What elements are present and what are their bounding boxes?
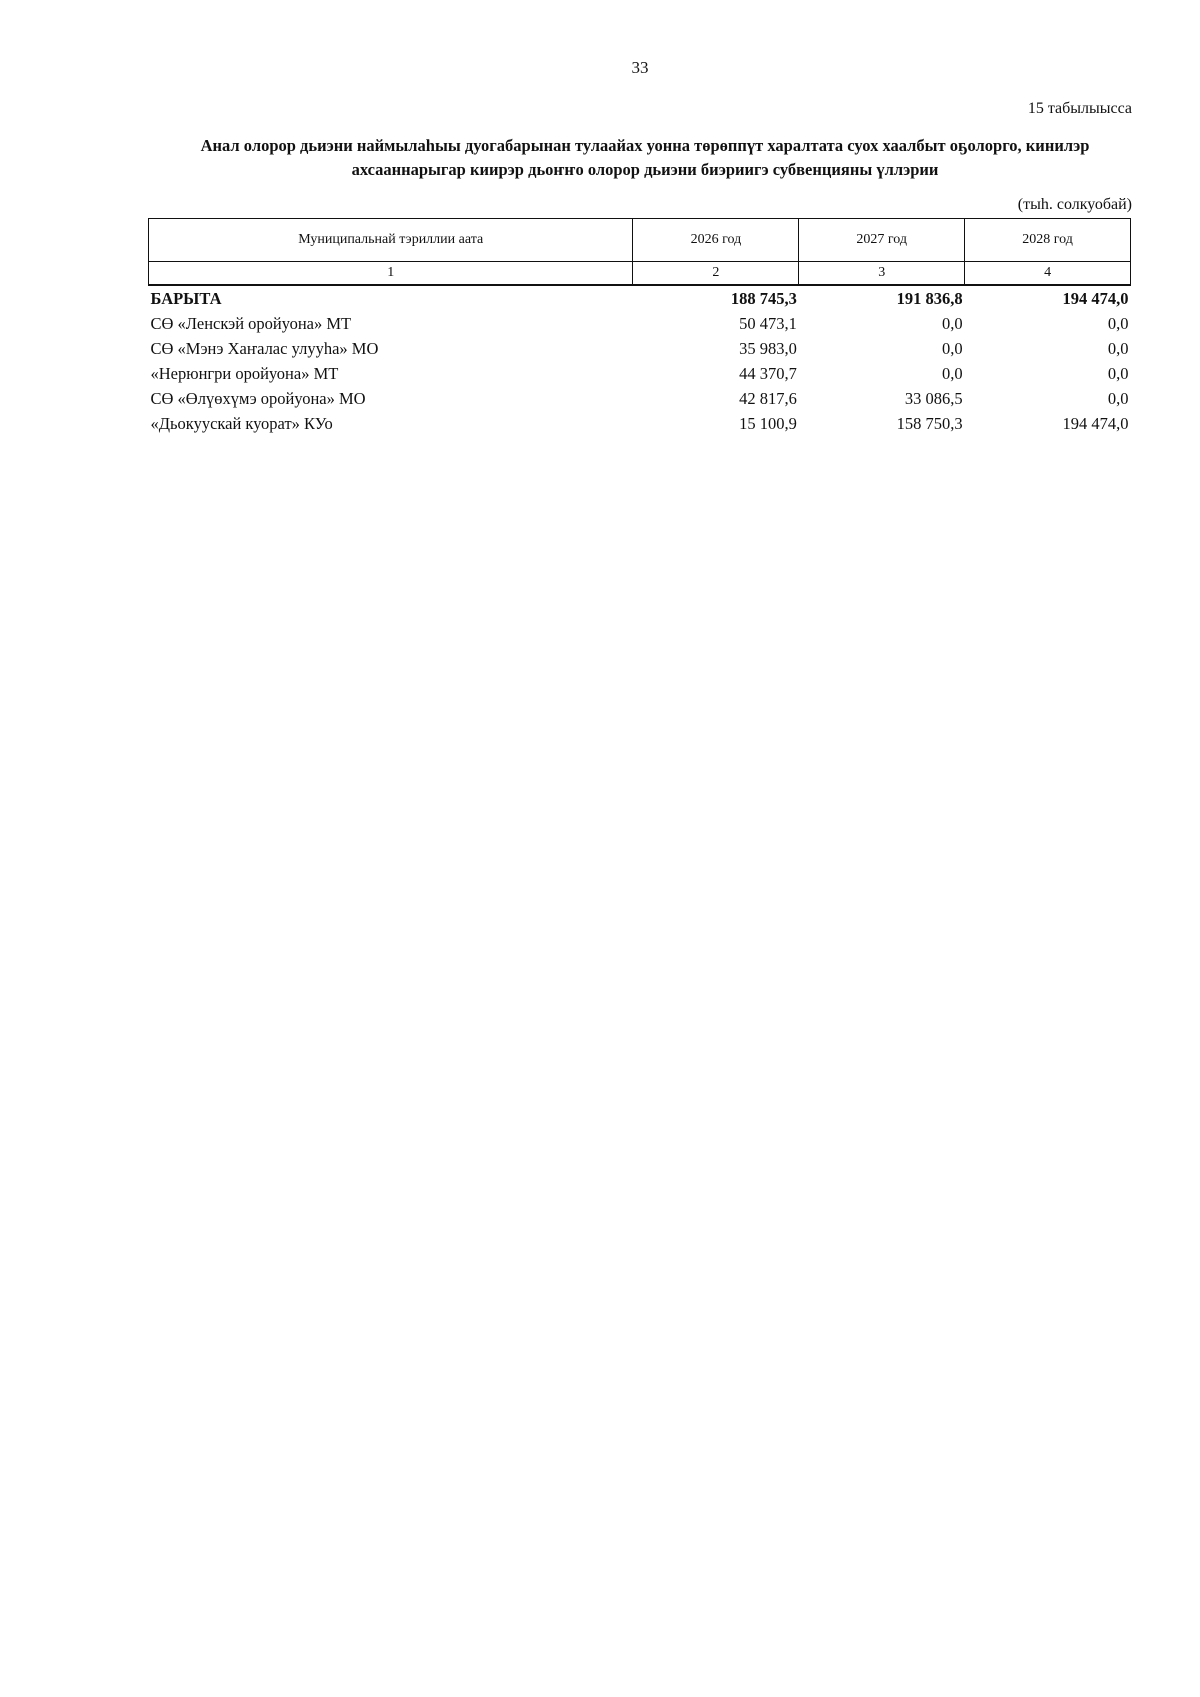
table-row: [149, 361, 1131, 386]
value-2026: 35 983,0: [739, 338, 797, 358]
total-label: БАРЫТА: [150, 288, 222, 308]
municipality-name: СӨ «Мэнэ Хаҥалас улууһа» МО: [150, 338, 379, 358]
total-2026: 188 745,3: [730, 288, 797, 308]
column-number-row: [149, 262, 1131, 286]
value-2028: 0,0: [1107, 338, 1129, 358]
page-number: 33: [631, 58, 649, 77]
value-2027: 0,0: [942, 313, 963, 333]
total-row: [149, 285, 1131, 311]
value-2027: 33 086,5: [904, 388, 963, 408]
value-2028: 194 474,0: [1062, 413, 1129, 433]
subvention-table: [148, 218, 1131, 436]
value-2026: 50 473,1: [739, 313, 797, 333]
value-2028: 0,0: [1107, 313, 1129, 333]
municipality-name: СӨ «Ленскэй оройуона» МТ: [150, 313, 352, 333]
column-number: 4: [965, 262, 1131, 286]
table-number: 15 табылыысса: [1027, 100, 1132, 117]
table-row: [149, 386, 1131, 411]
municipality-name: СӨ «Өлүөхүмэ оройуона» МО: [150, 388, 366, 408]
value-2027: 0,0: [942, 338, 963, 358]
municipality-name: «Нерюнгри оройуона» МТ: [150, 363, 339, 383]
table-row: [149, 311, 1131, 336]
value-2027: 0,0: [942, 363, 963, 383]
table-row: [149, 336, 1131, 361]
column-number: 3: [799, 262, 965, 286]
table-header-row: [149, 219, 1131, 262]
column-number: 2: [633, 262, 799, 286]
header-2027: 2027 год: [799, 219, 965, 262]
title-line-2: ахсааннарыгар киирэр дьоҥҥо олорор дьиэни биэриигэ субвенцияны үллэрии: [351, 160, 939, 179]
table-row: [149, 411, 1131, 436]
value-2026: 44 370,7: [739, 363, 797, 383]
header-municipality: Муниципальнай тэриллии аата: [149, 219, 633, 262]
total-2028: 194 474,0: [1062, 288, 1129, 308]
header-2028: 2028 год: [965, 219, 1131, 262]
municipality-name: «Дьокуускай куорат» КУо: [150, 413, 333, 433]
value-2026: 15 100,9: [739, 413, 797, 433]
value-2027: 158 750,3: [896, 413, 963, 433]
header-2026: 2026 год: [633, 219, 799, 262]
value-2028: 0,0: [1107, 363, 1129, 383]
title-line-1: Анал олорор дьиэни наймылаһыы дуогабарынан тулаайах уонна төрөппүт харалтата суох хаалбыт оҕолорго, кинилэр: [200, 136, 1090, 155]
document-title: [150, 134, 1140, 182]
units-label: (тыһ. солкуобай): [1017, 196, 1132, 213]
value-2028: 0,0: [1107, 388, 1129, 408]
column-number: 1: [149, 262, 633, 286]
value-2026: 42 817,6: [739, 388, 797, 408]
total-2027: 191 836,8: [896, 288, 963, 308]
